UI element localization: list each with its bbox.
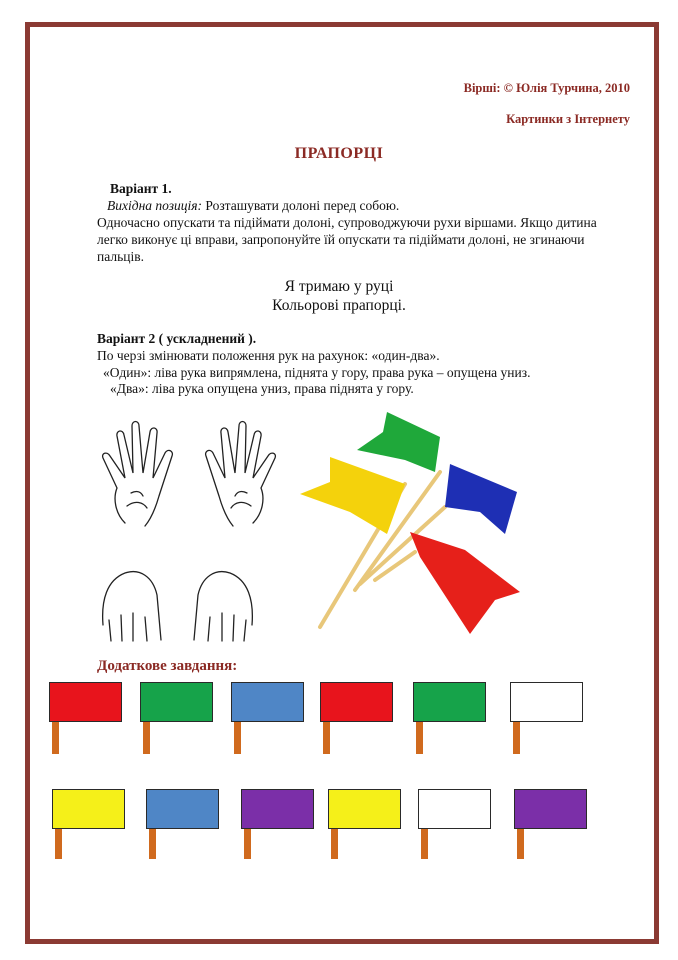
- flag-cloth: [514, 789, 587, 829]
- flag-cloth: [510, 682, 583, 722]
- yellow-photo-flag: [300, 457, 405, 534]
- flag-cloth: [328, 789, 401, 829]
- variant2-line2: «Один»: ліва рука випрямлена, піднята у гору, права рука – опущена униз.: [103, 365, 531, 380]
- page-title: ПРАПОРЦІ: [294, 145, 384, 162]
- variant1-line1: Одночасно опускати та підіймати долоні, супроводжуючи рухи віршами. Якщо дитина: [97, 215, 597, 230]
- colored-flags-photo: [295, 412, 535, 637]
- green-photo-flag: [357, 412, 440, 472]
- additional-task-heading: Додаткове завдання:: [97, 658, 238, 674]
- start-position-label: Вихідна позиція:: [107, 198, 203, 213]
- poem-line-2: Кольорові прапорці.: [272, 297, 406, 314]
- lowered-hands-illustration: [95, 565, 260, 643]
- flag-cloth: [52, 789, 125, 829]
- variant2-line3: «Два»: ліва рука опущена униз, права піднята у гору.: [110, 381, 414, 396]
- variant1-line3: пальців.: [97, 249, 144, 264]
- flag-cloth: [241, 789, 314, 829]
- blue-photo-flag: [445, 464, 517, 534]
- flag-cloth: [231, 682, 304, 722]
- flag-cloth: [49, 682, 122, 722]
- variant2-heading: Варіант 2 ( ускладнений ).: [97, 331, 257, 346]
- images-credit: Картинки з Інтернету: [506, 112, 630, 126]
- author-credit: Вірші: © Юлія Турчина, 2010: [463, 81, 630, 95]
- poem-line-1: Я тримаю у руці: [284, 278, 394, 295]
- red-photo-flag: [410, 532, 520, 634]
- start-position-text: Розташувати долоні перед собою.: [202, 198, 400, 213]
- flag-cloth: [320, 682, 393, 722]
- variant1-heading: Варіант 1.: [110, 181, 172, 196]
- flag-cloth: [418, 789, 491, 829]
- flag-cloth: [140, 682, 213, 722]
- variant1-line2: легко виконує ці вправи, запропонуйте їй опускати та підіймати долоні, не згинаючи: [97, 232, 585, 247]
- flag-cloth: [146, 789, 219, 829]
- variant2-line1: По черзі змінювати положення рук на рахунок: «один-два».: [97, 348, 440, 363]
- flag-cloth: [413, 682, 486, 722]
- open-palms-illustration: [95, 418, 285, 533]
- variant1-start: [107, 197, 399, 214]
